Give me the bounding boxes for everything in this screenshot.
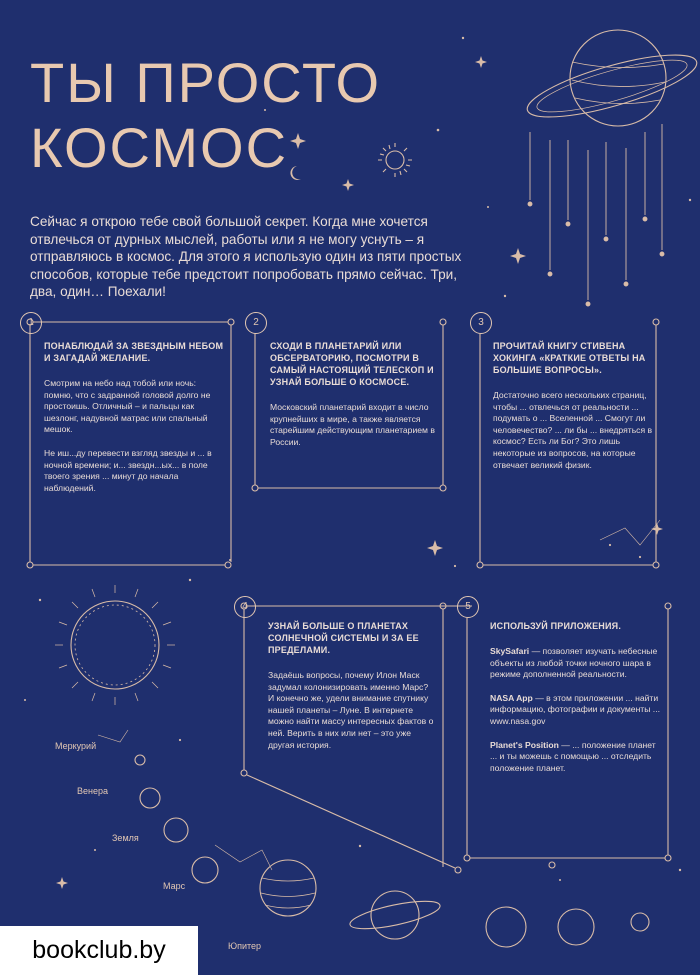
section-2-text-1: Московский планетарий входит в число крупнейших в мире, а также является старейшим действующим планетарием в России. — [270, 402, 435, 447]
section-5-number: 5 — [457, 596, 479, 618]
app-name: Planet's Position — [490, 739, 559, 750]
mars-icon — [192, 857, 218, 883]
planet-label-mars: Марс — [163, 881, 186, 891]
section-4-number: 4 — [234, 596, 256, 618]
section-1-number: 1 — [20, 312, 42, 334]
title-line-2: КОСМОС — [30, 116, 289, 179]
section-3-number: 3 — [470, 312, 492, 334]
pluto-icon — [631, 913, 649, 931]
section-5 — [490, 620, 660, 786]
app-name: SkySafari — [490, 646, 530, 656]
venus-icon — [140, 788, 160, 808]
saturn-bottom-icon — [348, 891, 442, 939]
planet-label-jupiter: Юпитер — [228, 941, 262, 951]
section-2-number: 2 — [245, 312, 267, 334]
section-4 — [268, 620, 436, 763]
planet-label-venus: Венера — [77, 786, 108, 796]
section-1 — [44, 340, 224, 506]
earth-icon — [164, 818, 188, 842]
saturn-top-illustration — [522, 30, 700, 129]
intro-text: Сейчас я открою тебе свой большой секрет. Когда мне хочется отвлечься от дурных мыслей, работы или я не могу уснуть – я отправляюсь в космос. Для этого я использую один из пяти простых способов, которые тебе предстоит попробовать прямо сейчас. Три, два, один… Поехали! — [30, 214, 462, 299]
section-3 — [493, 340, 653, 483]
jupiter-icon — [260, 860, 316, 916]
app-item-planets-position — [490, 740, 660, 775]
planet-label-mercury: Меркурий — [55, 741, 97, 751]
section-4-text-1: Задаёшь вопросы, почему Илон Маск задумал колонизировать именно Марс? И конечно же, удели внимание спутнику нашей планеты – Луне. В интернете можно найти массу интересных фактов о ней. Верить в них или нет – это уже другая история. — [268, 670, 434, 750]
app-item-skysafari — [490, 646, 660, 681]
app-description: — ... положение планет ... и ты можешь с помощью ... отследить положение планет. — [490, 739, 656, 773]
uranus-icon — [486, 907, 526, 947]
section-1-text-1: Смотрим на небо над тобой или ночь: помню, что с задранной головой долго не простоишь. Отличный – и пальцы как шезлонг, надувной матрас или спальный мешок. — [44, 378, 211, 435]
small-sun-icon — [378, 143, 412, 177]
neptune-icon — [558, 909, 594, 945]
app-item-nasa — [490, 693, 660, 728]
moon-icon — [290, 166, 301, 180]
section-3-text-1: Достаточно всего нескольких страниц, чтобы ... отвлечься от реальности ... подумать о ... Вселенной ... Смогут ли человечество? ... ли бы ... внедряться в космос? Есть ли Бог? Это лишь некоторые из вопросов, на которые отвечает великий физик. — [493, 390, 653, 470]
falling-stars-illustration — [528, 124, 664, 306]
section-1-text-2: Не иш...ду перевести взгляд звезды и ... в ночной времени; и... звездн...ых... в поле твоего зрения ... минут до начала наблюдений. — [44, 447, 212, 493]
app-description: — в этом приложении ... найти информацию, фотографии и документы ... www.nasa.gov — [490, 692, 660, 726]
section-1-heading: ПОНАБЛЮДАЙ ЗА ЗВЕЗДНЫМ НЕБОМ И ЗАГАДАЙ ЖЕЛАНИЕ. — [44, 341, 224, 363]
source-watermark: bookclub.by — [0, 926, 198, 975]
mercury-icon — [135, 755, 145, 765]
section-5-heading: ИСПОЛЬЗУЙ ПРИЛОЖЕНИЯ. — [490, 621, 622, 631]
section-3-heading: ПРОЧИТАЙ КНИГУ СТИВЕНА ХОКИНГА «КРАТКИЕ ОТВЕТЫ НА БОЛЬШИЕ ВОПРОСЫ». — [493, 341, 646, 375]
planet-label-earth: Земля — [112, 833, 139, 843]
big-sun-illustration — [55, 585, 175, 705]
section-4-heading: УЗНАЙ БОЛЬШЕ О ПЛАНЕТАХ СОЛНЕЧНОЙ СИСТЕМЫ И ЗА ЕЕ ПРЕДЕЛАМИ. — [268, 621, 419, 655]
section-2-heading: СХОДИ В ПЛАНЕТАРИЙ ИЛИ ОБСЕРВАТОРИЮ, ПОСМОТРИ В САМЫЙ НАСТОЯЩИЙ ТЕЛЕСКОП И УЗНАЙ БОЛЬШЕ О КОСМОСЕ. — [270, 341, 434, 387]
section-2 — [270, 340, 440, 460]
app-description: — позволяет изучать небесные объекты из любой точки ночного шара в режиме дополненной реальности. — [490, 646, 658, 680]
app-name: NASA App — [490, 692, 533, 703]
title-line-1: ТЫ ПРОСТО — [30, 51, 382, 114]
